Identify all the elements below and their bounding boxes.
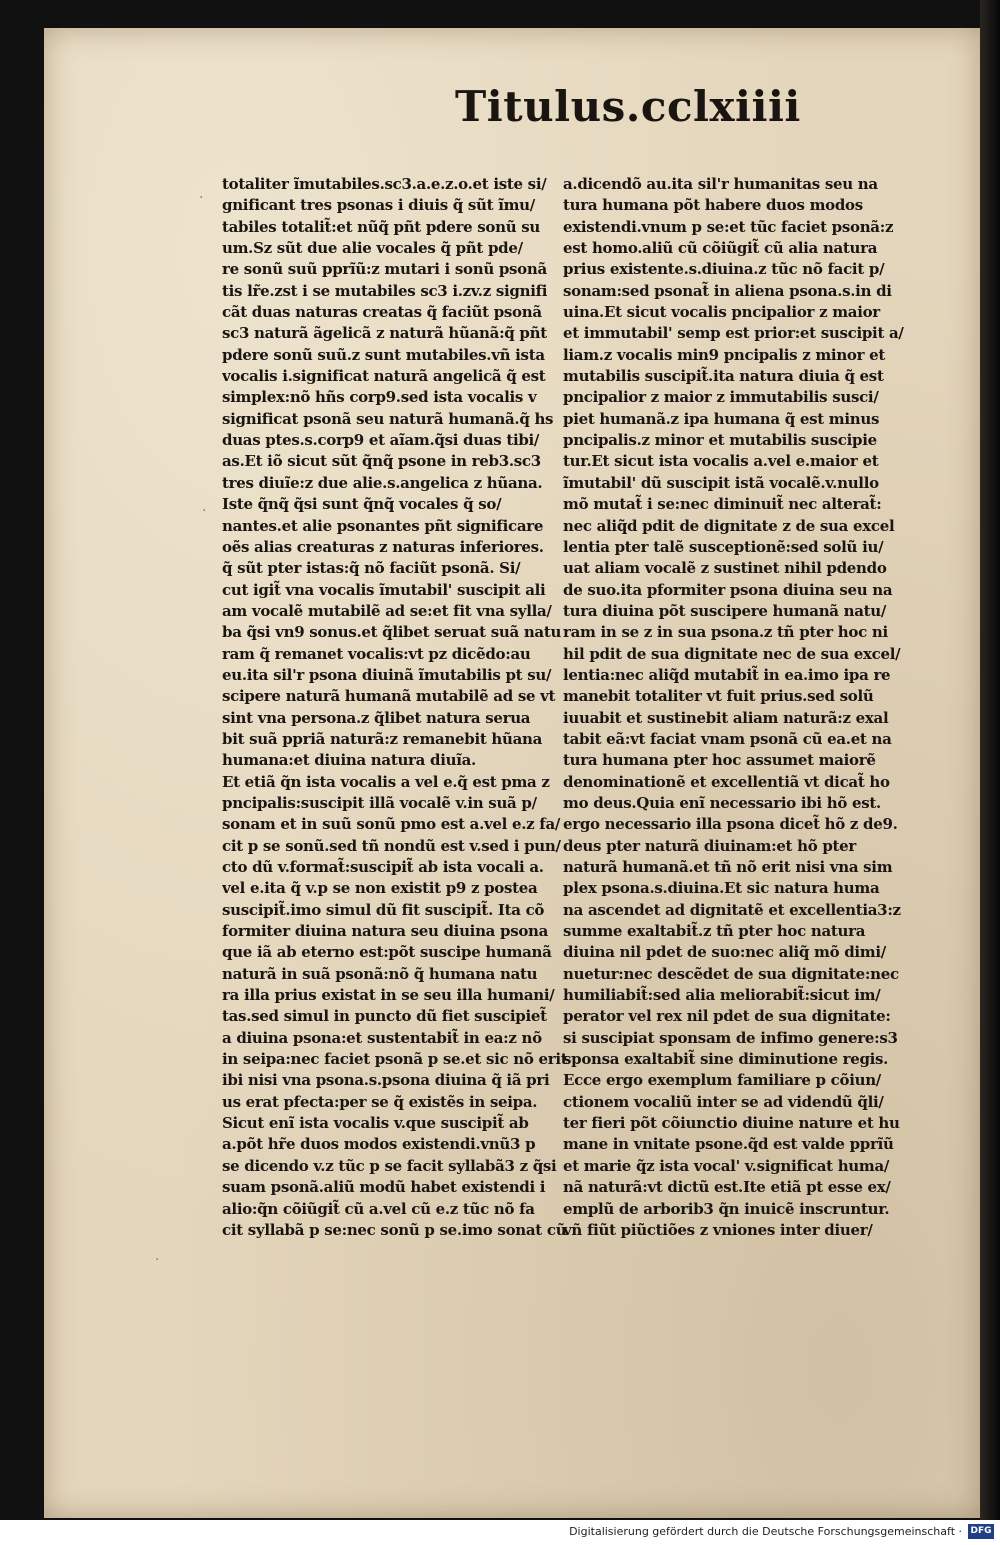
text-line: et immutabil' semp est prior:et suscipit a/: [563, 324, 904, 343]
text-line: plex psona.s.diuina.Et sic natura huma: [563, 879, 880, 898]
text-line: uina.Et sicut vocalis pncipalior z maior: [563, 303, 880, 322]
text-line: mõ mutat̃ i se:nec diminuit̃ nec alterat̃:: [563, 495, 882, 514]
text-line: cut igit̃ vna vocalis ĩmutabil' suscipit ali: [222, 580, 546, 599]
text-line: emplũ de arborib3 q̃n inuicẽ inscruntur.: [563, 1199, 890, 1218]
text-line: iuuabit et sustinebit aliam naturã:z exal: [563, 708, 889, 727]
text-line: existendi.vnum p se:et tũc faciet psonã:z: [563, 217, 894, 236]
text-line: suscipit̃.imo simul dũ fit suscipit̃. Ita cõ: [222, 900, 545, 919]
text-line: manebit totaliter vt fuit prius.sed solũ: [563, 687, 874, 706]
text-line: tabiles totalit̃:et nũq̃ pñt pdere sonũ su: [222, 217, 540, 236]
text-line: a.dicendõ au.ita sil'r humanitas seu na: [563, 175, 878, 193]
text-line: totaliter ĩmutabiles.sc3.a.e.z.o.et iste si/: [222, 175, 547, 193]
text-line: tabit eã:vt faciat vnam psonã cũ ea.et na: [563, 729, 892, 748]
text-line: liam.z vocalis min9 pncipalis z minor et: [563, 345, 886, 364]
text-line: a diuina psona:et sustentabit̃ in ea:z nõ: [222, 1028, 542, 1047]
footer-bar: [0, 1520, 1000, 1545]
text-line: pncipalis.z minor et mutabilis suscipie: [563, 431, 877, 450]
text-line: eu.ita sil'r psona diuinã ĩmutabilis pt su/: [222, 665, 552, 684]
margin-mark: ·: [199, 190, 204, 206]
text-line: significat psonã seu naturã humanã.q̃ hs: [222, 409, 554, 428]
text-line: ctionem vocaliũ inter se ad videndũ q̃li/: [563, 1092, 884, 1111]
page-header-title: Titulus.cclxiiii: [455, 82, 801, 131]
text-line: ba q̃si vn9 sonus.et q̃libet seruat suã natu: [222, 623, 562, 642]
text-line: Ecce ergo exemplum familiare p cõiun/: [563, 1071, 881, 1090]
text-line: nec aliq̃d pdit de dignitate z de sua excel: [563, 516, 895, 535]
text-line: gnificant tres psonas i diuis q̃ sũt ĩmu/: [222, 196, 535, 215]
text-line: hil pdit de sua dignitate nec de sua excel/: [563, 644, 901, 663]
text-line: sponsa exaltabit̃ sine diminutione regis.: [563, 1050, 889, 1069]
text-line: tas.sed simul in puncto dũ fiet suscipiet̃: [222, 1007, 547, 1026]
text-line: ibi nisi vna psona.s.psona diuina q̃ iã pri: [222, 1071, 550, 1090]
text-line: vñ fiũt piũctiões z vniones inter diuer/: [563, 1220, 873, 1239]
text-line: ter fieri põt cõiunctio diuine nature et hu: [563, 1114, 900, 1133]
book-edge: [980, 0, 1000, 1520]
text-line: nã naturã:vt dictũ est.Ite etiã pt esse ex/: [563, 1178, 891, 1197]
text-line: ram q̃ remanet vocalis:vt pz dicẽdo:au: [222, 644, 531, 663]
text-line: duas ptes.s.corp9 et aĩam.q̃si duas tibi/: [222, 431, 540, 450]
text-line: Et etiã q̃n ista vocalis a vel e.q̃ est pma z: [222, 772, 550, 791]
text-line: um.Sz sũt due alie vocales q̃ pñt pde/: [222, 239, 523, 258]
text-line: mutabilis suscipit̃.ita natura diuia q̃ est: [563, 367, 884, 386]
margin-mark: ·: [202, 503, 207, 519]
text-line: de suo.ita pformiter psona diuina seu na: [563, 580, 893, 599]
text-line: humana:et diuina natura diuĩa.: [222, 751, 476, 770]
text-line: tis lr̃e.zst i se mutabiles sc3 i.zv.z signifi: [222, 281, 548, 300]
text-column-left: [222, 174, 567, 1241]
text-line: ergo necessario illa psona dicet̃ hõ z de9.: [563, 815, 898, 834]
text-line: si suscipiat sponsam de infimo genere:s3: [563, 1028, 898, 1047]
text-line: q̃ sũt pter istas:q̃ nõ faciũt psonã. Si/: [222, 559, 521, 578]
text-line: deus pter naturã diuinam:et hõ pter: [563, 836, 857, 855]
text-line: lentia pter talẽ susceptionẽ:sed solũ iu/: [563, 537, 884, 556]
text-line: ĩmutabil' dũ suscipit istã vocalẽ.v.nullo: [563, 473, 879, 492]
text-line: summe exaltabit̃.z tñ pter hoc natura: [563, 922, 866, 941]
text-line: scipere naturã humanã mutabilẽ ad se vt: [222, 687, 556, 706]
text-line: sonam:sed psonat̃ in aliena psona.s.in di: [563, 281, 892, 300]
text-line: a.põt hr̃e duos modos existendi.vnũ3 p: [222, 1135, 536, 1154]
text-line: cit syllabã p se:nec sonũ p se.imo sonat cũ: [222, 1220, 567, 1239]
text-line: mane in vnitate psone.q̃d est valde pprĩũ: [563, 1135, 894, 1154]
text-line: et marie q̃z ista vocal' v.significat huma/: [563, 1156, 890, 1175]
text-line: na ascendet ad dignitatẽ et excellentia3:z: [563, 900, 901, 919]
text-line: tura humana põt habere duos modos: [563, 196, 863, 215]
text-line: tur.Et sicut ista vocalis a.vel e.maior et: [563, 452, 879, 471]
text-line: tura diuina põt suscipere humanã natu/: [563, 601, 887, 620]
text-line: lentia:nec aliq̃d mutabit̃ in ea.imo ipa re: [563, 665, 891, 684]
text-line: bit suã ppriã naturã:z remanebit hũana: [222, 729, 543, 748]
text-line: ram in se z in sua psona.z tñ pter hoc ni: [563, 623, 888, 642]
text-line: tres diuĩe:z due alie.s.angelica z hũana.: [222, 473, 543, 492]
text-line: Iste q̃nq̃ q̃si sunt q̃nq̃ vocales q̃ so/: [222, 495, 502, 514]
text-line: nuetur:nec descẽdet de sua dignitate:nec: [563, 964, 899, 983]
text-line: humiliabit̃:sed alia meliorabit̃:sicut im/: [563, 986, 881, 1005]
text-line: re sonũ suũ pprĩũ:z mutari i sonũ psonã: [222, 260, 547, 279]
text-line: as.Et iõ sicut sũt q̃nq̃ psone in reb3.sc3: [222, 452, 541, 471]
text-line: pncipalis:suscipit illã vocalẽ v.in suã p/: [222, 793, 537, 812]
text-line: que iã ab eterno est:põt suscipe humanã: [222, 943, 552, 962]
text-line: oẽs alias creaturas z naturas inferiores.: [222, 537, 544, 556]
text-line: Sicut enĩ ista vocalis v.que suscipit̃ ab: [222, 1114, 529, 1133]
text-line: sint vna persona.z q̃libet natura serua: [222, 708, 531, 727]
text-line: cit p se sonũ.sed tñ nondũ est v.sed i pun/: [222, 836, 561, 855]
text-column-right: [563, 174, 908, 1241]
text-line: est homo.aliũ cũ cõiũgit̃ cũ alia natura: [563, 239, 878, 258]
text-line: diuina nil pdet de suo:nec aliq̃ mõ dimi/: [563, 943, 886, 962]
dfg-logo: DFG: [968, 1524, 994, 1539]
text-line: mo deus.Quia enĩ necessario ibi hõ est.: [563, 793, 881, 812]
text-line: perator vel rex nil pdet de sua dignitate:: [563, 1007, 891, 1026]
text-line: sc3 naturã ãgelicã z naturã hũanã:q̃ pñt: [222, 324, 547, 343]
text-line: ra illa prius existat in se seu illa humani/: [222, 986, 555, 1005]
text-line: vel e.ita q̃ v.p se non existit p9 z postea: [222, 879, 538, 898]
text-line: denominationẽ et excellentiã vt dicat̃ ho: [563, 772, 890, 791]
text-line: nantes.et alie psonantes pñt significare: [222, 516, 544, 535]
text-line: in seipa:nec faciet psonã p se.et sic nõ erit: [222, 1050, 567, 1069]
text-line: naturã in suã psonã:nõ q̃ humana natu: [222, 964, 538, 983]
text-line: cto dũ v.format̃:suscipit̃ ab ista vocali a.: [222, 858, 544, 876]
text-line: tura humana pter hoc assumet maiorẽ: [563, 751, 876, 770]
text-line: pdere sonũ suũ.z sunt mutabiles.vñ ista: [222, 345, 545, 364]
text-line: simplex:nõ hñs corp9.sed ista vocalis v: [222, 388, 537, 407]
text-line: formiter diuina natura seu diuina psona: [222, 922, 549, 941]
digitization-credit: Digitalisierung gefördert durch die Deutsche Forschungsgemeinschaft ·: [569, 1525, 962, 1538]
text-line: am vocalẽ mutabilẽ ad se:et fit vna sylla/: [222, 601, 552, 620]
text-line: vocalis i.significat naturã angelicã q̃ est: [222, 367, 546, 386]
text-line: alio:q̃n cõiũgit̃ cũ a.vel cũ e.z tũc nõ fa: [222, 1199, 535, 1218]
text-line: piet humanã.z ipa humana q̃ est minus: [563, 409, 880, 428]
text-line: pncipalior z maior z immutabilis susci/: [563, 388, 879, 407]
margin-mark: ·: [155, 1252, 160, 1268]
text-line: cãt duas naturas creatas q̃ faciũt psonã: [222, 303, 542, 322]
text-line: uat aliam vocalẽ z sustinet nihil pdendo: [563, 559, 887, 578]
text-line: suam psonã.aliũ modũ habet existendi i: [222, 1178, 546, 1197]
text-line: naturã humanã.et tñ nõ erit nisi vna sim: [563, 858, 893, 876]
text-line: se dicendo v.z tũc p se facit syllabã3 z q̃si: [222, 1156, 557, 1175]
text-line: sonam et in suũ sonũ pmo est a.vel e.z fa/: [222, 815, 561, 834]
text-line: us erat pfecta:per se q̃ existẽs in seipa.: [222, 1092, 538, 1111]
text-line: prius existente.s.diuina.z tũc nõ facit p/: [563, 260, 885, 279]
